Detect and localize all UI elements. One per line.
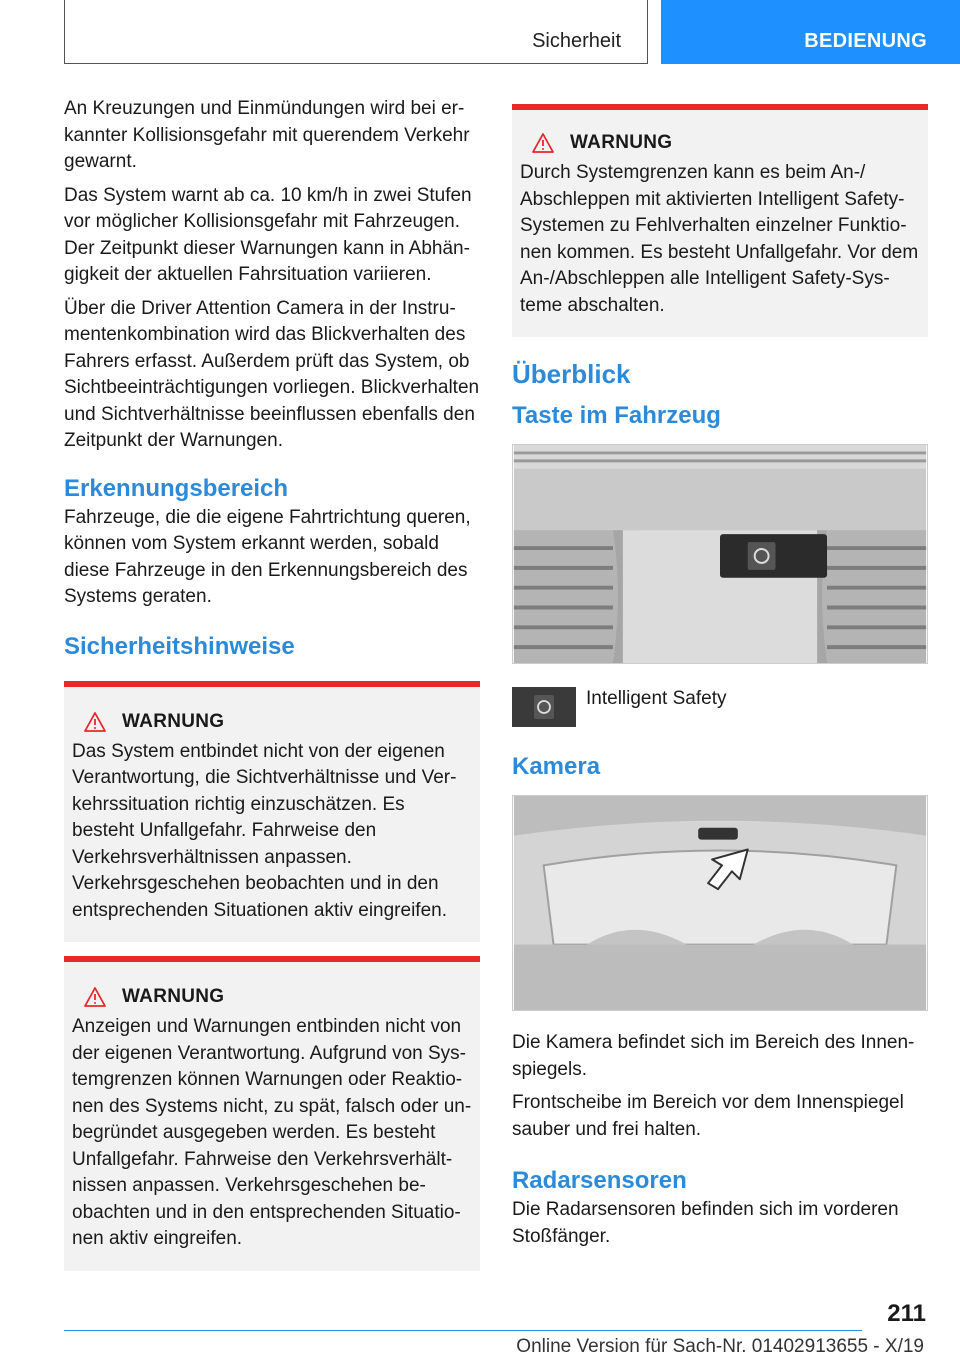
button-legend-row [512,687,928,727]
warning-title: WARNUNG [570,132,673,153]
warning-box-2 [64,956,480,1271]
header-section-box [64,0,648,64]
warning-title: WARNUNG [122,710,225,732]
warning-triangle-icon [84,712,106,732]
radar-paragraph: Die Radarsensoren befinden sich im vorderen Stoßfänger. [512,1199,899,1247]
erkennung-paragraph: Fahrzeuge, die die eigene Fahrtrichtung queren, können vom System erkannt werden, sobald diese Fahrzeuge in den Erkennungsbereich des Systems geraten. [64,506,471,607]
warning-triangle-icon [532,133,554,153]
warning-triangle-icon [84,987,106,1007]
intro-paragraph-2: Das System warnt ab ca. 10 km/h in zwei Stufen vor möglicher Kollisionsgefahr mit Fahrzeugen. Der Zeitpunkt dieser Warnungen kann in Abhängigkeit der aktuellen Fahrsituation variieren. [64,184,472,285]
heading-radarsensoren: Radarsensoren [512,1167,687,1194]
heading-kamera: Kamera [512,753,601,780]
intelligent-safety-icon [512,687,576,727]
kamera-paragraph-2: Frontscheibe im Bereich vor dem Innenspiegel sauber und frei halten. [512,1092,904,1140]
warning-text: Durch Systemgrenzen kann es beim An-/ Abschleppen mit aktivierten Intelligent Safety-Systemen zu Fehlverhalten einzelner Funktionen kommen. Es besteht Unfallgefahr. Vor dem An-/Abschleppen alle Intelligent Safety-Systeme abschalten. [520,162,919,316]
header-chapter-title: BEDIENUNG [804,30,927,52]
warning-text: Das System entbindet nicht von der eigenen Verantwortung, die Sichtverhältnisse und Verkehrssituation richtig einzuschätzen. Es besteht Unfallgefahr. Fahrweise den Verkehrsverhältnissen anpassen. Verkehrsgeschehen beobachten und in den entsprechenden Situationen aktiv eingreifen. [72,740,457,921]
kamera-paragraph-1: Die Kamera befindet sich im Bereich des Innenspiegels. [512,1032,915,1080]
page-number: 211 [887,1300,926,1327]
intro-paragraph-3: Über die Driver Attention Camera in der Instrumentenkombination wird das Blickverhalten des Fahrers erfasst. Außerdem prüft das System, ob Sichtbeeinträchtigungen vorliegen. Blickverhalten und Sichtverhältnisse beeinflussen ebenfalls den Zeitpunkt der Warnungen. [64,297,480,451]
intro-paragraph-1: An Kreuzungen und Einmündungen wird bei erkannter Kollisionsgefahr mit querendem Verkehr gewarnt. [64,98,470,172]
left-column [64,96,480,1285]
heading-taste-im-fahrzeug: Taste im Fahrzeug [512,402,721,429]
warning-box-3 [512,104,928,337]
legend-label: Intelligent Safety [586,688,727,709]
right-column [512,104,928,1257]
warning-box-1 [64,681,480,943]
warning-text: Anzeigen und Warnungen entbinden nicht von der eigenen Verantwortung. Aufgrund von Systemgrenzen können Warnungen oder Reaktionen des Systems nicht, zu spät, falsch oder unbegründet ausgegeben werden. Es besteht Unfallgefahr. Fahrweise den Verkehrsverhältnissen anpassen. Verkehrsgeschehen beobachten und in den entsprechenden Situationen aktiv eingreifen. [72,1016,472,1249]
heading-sicherheitshinweise: Sicherheitshinweise [64,632,295,660]
footer-online-version: Online Version für Sach-Nr. 01402913655 - X/19 [516,1336,924,1357]
heading-ueberblick: Überblick [512,359,631,389]
header-chapter-tab [661,0,960,64]
warning-title: WARNUNG [122,986,225,1007]
header-section-title: Sicherheit [532,30,621,52]
heading-erkennungsbereich: Erkennungsbereich [64,474,289,502]
footer-divider [64,1330,862,1331]
camera-photo [512,795,928,1011]
button-photo [512,444,928,664]
